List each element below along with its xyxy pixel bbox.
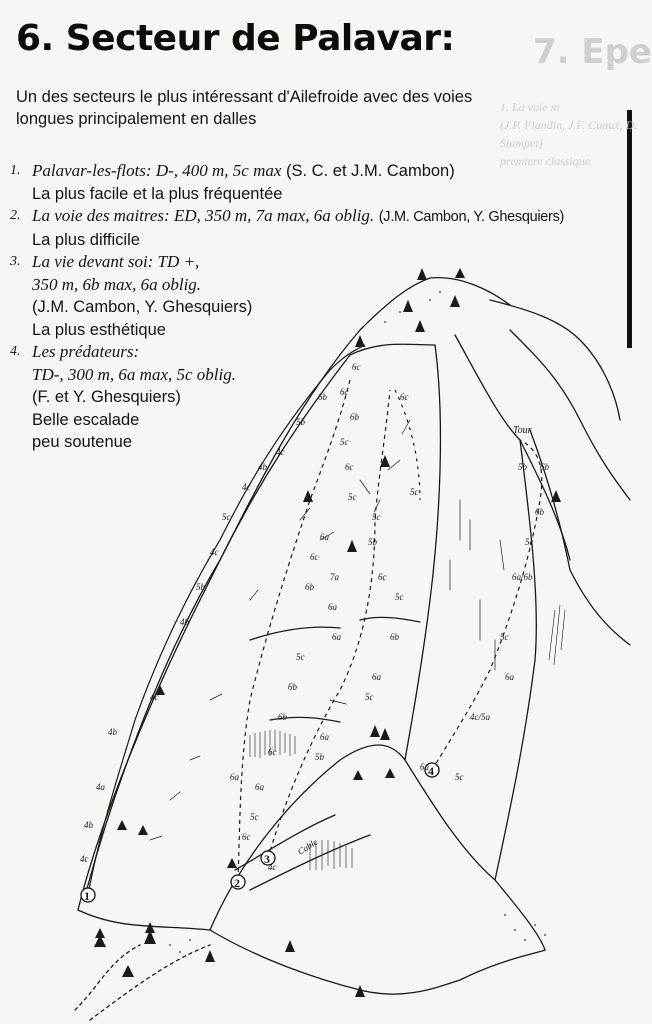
grade-label: 5c xyxy=(222,512,231,522)
grade-label: 5b xyxy=(315,752,324,762)
route-note-2: peu soutenue xyxy=(32,433,133,451)
route-spec: La voie des maitres: ED, 350 m, 7a max, 6a oblig. xyxy=(32,206,375,225)
grade-label: 4b xyxy=(258,462,267,472)
grade-label: 6a xyxy=(505,672,514,682)
route-marker-4-label: 4 xyxy=(428,764,434,778)
scree-dot xyxy=(534,924,536,926)
grade-label: 5c xyxy=(395,592,404,602)
grade-label: 6a xyxy=(332,632,341,642)
grade-label: 6b xyxy=(390,632,399,642)
trail xyxy=(75,945,140,1010)
route-number: 1. xyxy=(10,163,21,178)
grade-label: 6c xyxy=(345,462,354,472)
grade-label: 6c xyxy=(340,387,349,397)
scree-dot xyxy=(514,929,516,931)
grade-label: 5c xyxy=(340,437,349,447)
route-spec-detail: TD-, 300 m, 6a max, 5c oblig. xyxy=(32,364,236,384)
route-note: La plus difficile xyxy=(32,230,140,249)
grade-label: 5c xyxy=(455,772,464,782)
grade-label: 5b xyxy=(196,582,205,592)
grade-label: 4b xyxy=(180,617,189,627)
grade-label: 5b xyxy=(296,417,305,427)
grade-label: 4b xyxy=(84,820,93,830)
ledge-1 xyxy=(360,617,420,622)
rock-texture xyxy=(150,420,504,840)
grade-label: 4c xyxy=(80,854,89,864)
grade-label: 6b xyxy=(535,507,544,517)
grade-label: 6a xyxy=(320,732,329,742)
grade-label: 6a xyxy=(230,772,239,782)
grade-label: 6b xyxy=(305,582,314,592)
page-title: 6. Secteur de Palavar: xyxy=(16,18,455,59)
grade-label: 6c xyxy=(310,552,319,562)
tree xyxy=(138,825,148,835)
scree-dot xyxy=(504,914,506,916)
overhang-hatching xyxy=(250,605,565,870)
grade-label: 5c xyxy=(500,632,509,642)
route-note: Belle escalade xyxy=(32,410,140,429)
grade-label: 4b xyxy=(108,727,117,737)
grade-label: 5c xyxy=(348,492,357,502)
tree xyxy=(285,940,295,952)
ledge-2 xyxy=(250,627,340,640)
route-note: La plus facile et la plus fréquentée xyxy=(32,184,283,203)
grade-label: 5c xyxy=(372,512,381,522)
grade-label: 5c xyxy=(365,692,374,702)
route-marker-3-label: 3 xyxy=(264,852,270,866)
grade-label: 6b xyxy=(350,412,359,422)
grade-label: 6c xyxy=(242,832,251,842)
scree-dot xyxy=(169,944,171,946)
bleed-through-title: 7. Epe xyxy=(532,32,652,72)
trail-2 xyxy=(90,945,210,1020)
right-face-edge xyxy=(495,440,536,880)
tree xyxy=(94,928,106,947)
grade-label: 4c xyxy=(242,482,251,492)
grade-label: 6b xyxy=(540,462,549,472)
tree xyxy=(117,820,127,830)
scree-dot xyxy=(179,951,181,953)
grade-label: 5c xyxy=(296,652,305,662)
bleed-through-text: 1. La voie m (J.P. Flandin, J.F. Cuaux, D. Stampet) premiere classique xyxy=(500,100,638,168)
scree-dot xyxy=(189,939,191,941)
route-number: 2. xyxy=(10,208,21,223)
route-3-line xyxy=(268,390,390,858)
grade-label: 5c xyxy=(250,812,259,822)
grade-label: 6c xyxy=(268,747,277,757)
grade-label: 5b xyxy=(518,462,527,472)
ledge-4 xyxy=(235,815,335,870)
route-note: La plus esthétique xyxy=(32,320,166,339)
scree-dot xyxy=(524,939,526,941)
grade-label: 4c xyxy=(210,547,219,557)
route-number: 3. xyxy=(10,254,21,269)
scree-dot xyxy=(544,934,546,936)
tower-label: Tour xyxy=(513,425,532,436)
route-authors: (F. et Y. Ghesquiers) xyxy=(32,388,181,406)
tree xyxy=(122,965,134,977)
tree xyxy=(205,950,215,962)
route-spec: La vie devant soi: TD +, xyxy=(32,252,200,271)
grade-label: 6b xyxy=(278,712,287,722)
tree xyxy=(385,768,395,778)
route-spec: Les prédateurs: xyxy=(32,342,140,361)
lower-slab-base xyxy=(210,930,545,994)
grade-label: 6a xyxy=(420,762,429,772)
ledge-label: Cable xyxy=(295,836,320,857)
route-2-line xyxy=(238,380,350,880)
intro-paragraph: Un des secteurs le plus intéressant d'Ailefroide avec des voies longues principalement en dalles xyxy=(16,88,473,128)
lower-slab xyxy=(210,745,545,950)
base-line xyxy=(78,910,210,930)
grade-label: 6c xyxy=(352,362,361,372)
route-item-4 xyxy=(10,341,630,454)
grade-label: 6a/6b xyxy=(512,572,533,582)
route-list xyxy=(10,160,630,454)
grade-label: 6a xyxy=(320,532,329,542)
route-authors: (J.M. Cambon, Y. Ghesquiers) xyxy=(378,209,565,225)
route-marker-2-label: 2 xyxy=(234,876,240,890)
route-spec: Palavar-les-flots: D-, 400 m, 5c max xyxy=(32,161,282,180)
route-number: 4. xyxy=(10,344,21,359)
tree xyxy=(347,540,357,552)
route-item-2 xyxy=(10,205,630,251)
grade-label: 5b xyxy=(368,537,377,547)
grade-label: 4c xyxy=(268,862,277,872)
grade-label: 4c/5a xyxy=(470,712,490,722)
route-item-1 xyxy=(10,160,630,205)
grade-label: 6a xyxy=(372,672,381,682)
tree xyxy=(370,725,390,740)
route-item-3 xyxy=(10,251,630,341)
grade-label: 4a xyxy=(96,782,105,792)
grade-label: 6a xyxy=(255,782,264,792)
grade-label: 6b xyxy=(288,682,297,692)
grade-label: 6c xyxy=(400,392,409,402)
grade-label: 5c xyxy=(525,537,534,547)
route-marker-1-label: 1 xyxy=(84,889,90,903)
grade-label: 6b xyxy=(318,392,327,402)
grade-label: 4c xyxy=(150,692,159,702)
grade-label: 4c xyxy=(276,447,285,457)
route-authors: (S. C. et J.M. Cambon) xyxy=(286,162,455,180)
grade-label: 5c xyxy=(410,487,419,497)
route-authors: (J.M. Cambon, Y. Ghesquiers) xyxy=(32,298,253,316)
grade-label: 6c xyxy=(378,572,387,582)
grade-label: 7a xyxy=(330,572,339,582)
grade-label: 6a xyxy=(328,602,337,612)
tree xyxy=(227,858,237,868)
tree xyxy=(353,770,363,780)
route-spec-detail: 350 m, 6b max, 6a oblig. xyxy=(32,274,202,294)
